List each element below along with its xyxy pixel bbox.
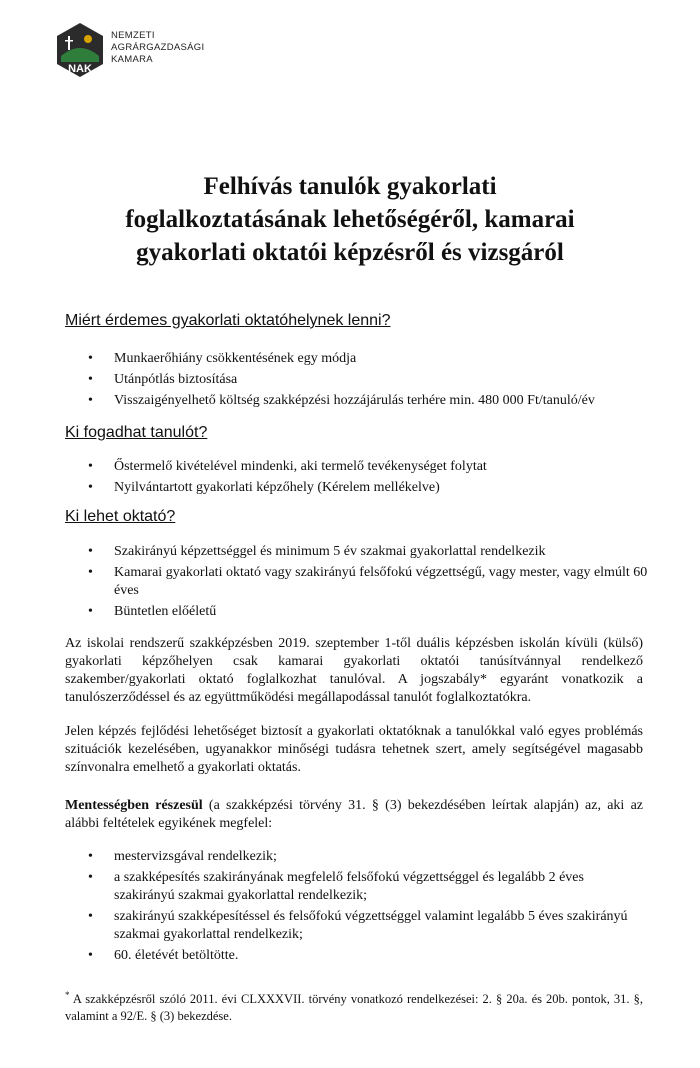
list-item: • Visszaigényelhető költség szakképzési hozzájárulás terhére min. 480 000 Ft/tanuló/év — [88, 392, 658, 410]
list-item: • 60. életévét betöltötte. — [88, 947, 643, 965]
exemption-list — [88, 848, 643, 968]
title-line-3: gyakorlati oktatói képzésről és vizsgáról — [136, 239, 564, 266]
paragraph-development: Jelen képzés fejlődési lehetőséget biztosít a gyakorlati oktatóknak a tanulókkal való egyes problémás szituációk kezelésében, ugyanakkor minőségi tudásra tehetnek szert, amely segítségével magasabb színvonalra emelhető a gyakorlati oktatás. — [65, 724, 643, 775]
list-item: • Szakirányú képzettséggel és minimum 5 év szakmai gyakorlattal rendelkezik — [88, 543, 648, 561]
section-heading-who-can-teach: Ki lehet oktató? — [65, 508, 176, 525]
why-list — [88, 350, 658, 413]
nak-logo-text — [111, 30, 204, 66]
list-item: • mestervizsgával rendelkezik; — [88, 848, 643, 866]
list-item: • Őstermelő kivételével mindenki, aki termelő tevékenységet folytat — [88, 458, 658, 476]
list-item: • Munkaerőhiány csökkentésének egy módja — [88, 350, 658, 368]
list-item: • Utánpótlás biztosítása — [88, 371, 658, 389]
list-item: • a szakképesítés szakirányának megfelelő felsőfokú végzettséggel és legalább 2 éves szakirányú szakmai gyakorlattal rendelkezik; — [88, 869, 643, 905]
exemption-text: (a szakképzési törvény 31. § (3) bekezdésében leírtak alapján) az, aki az alábbi feltételek egyikének megfelel: — [65, 798, 643, 831]
logo-line-2: AGRÁRGAZDASÁGI — [111, 42, 205, 53]
who-can-host-list — [88, 458, 658, 500]
list-item: • szakirányú szakképesítéssel és felsőfokú végzettséggel valamint legalább 5 éves szakirányú szakmai gyakorlattal rendelkezik; — [88, 908, 643, 944]
footnote — [65, 987, 643, 1025]
nak-logo-mark: NAK — [68, 63, 92, 75]
footnote-text: A szakképzésről szóló 2011. évi CLXXXVII. törvény vonatkozó rendelkezései: 2. § 20a. és 20b. pontok, 31. §, valamint a 92/E. § (3) bekezdése. — [65, 992, 643, 1024]
paragraph-dual-training: Az iskolai rendszerű szakképzésben 2019. szeptember 1-től duális képzésben iskolán kívüli (külső) gyakorlati képzőhelyen csak kamarai gyakorlati oktatói tanúsítvánnyal rendelkező szakember/gyakorlati oktató foglalkozhat tanulóval. A jogszabály* egyaránt vonatkozik a tanulószerződéssel és az együttműködési megállapodással tanulót foglalkoztatókra. — [65, 636, 643, 705]
section-heading-why: Miért érdemes gyakorlati oktatóhelynek lenni? — [65, 312, 391, 329]
logo-line-3: KAMARA — [111, 54, 153, 65]
list-item: • Büntetlen előéletű — [88, 603, 648, 621]
document-title — [40, 170, 660, 269]
title-line-2: foglalkoztatásának lehetőségéről, kamarai — [125, 206, 575, 233]
exemption-bold-label: Mentességben részesül — [65, 798, 203, 813]
title-line-1: Felhívás tanulók gyakorlati — [203, 173, 497, 200]
who-can-teach-list — [88, 543, 648, 624]
list-item: • Kamarai gyakorlati oktató vagy szakirányú felsőfokú végzettségű, vagy mester, vagy elmúlt 60 éves — [88, 564, 648, 600]
paragraph-exemption — [65, 797, 643, 833]
section-heading-who-can-host: Ki fogadhat tanulót? — [65, 424, 208, 441]
footnote-mark: * — [65, 990, 70, 1000]
nak-logo-emblem — [55, 22, 105, 78]
logo-line-1: NEMZETI — [111, 30, 155, 41]
nak-logo — [55, 22, 255, 78]
list-item: • Nyilvántartott gyakorlati képzőhely (Kérelem mellékelve) — [88, 479, 658, 497]
